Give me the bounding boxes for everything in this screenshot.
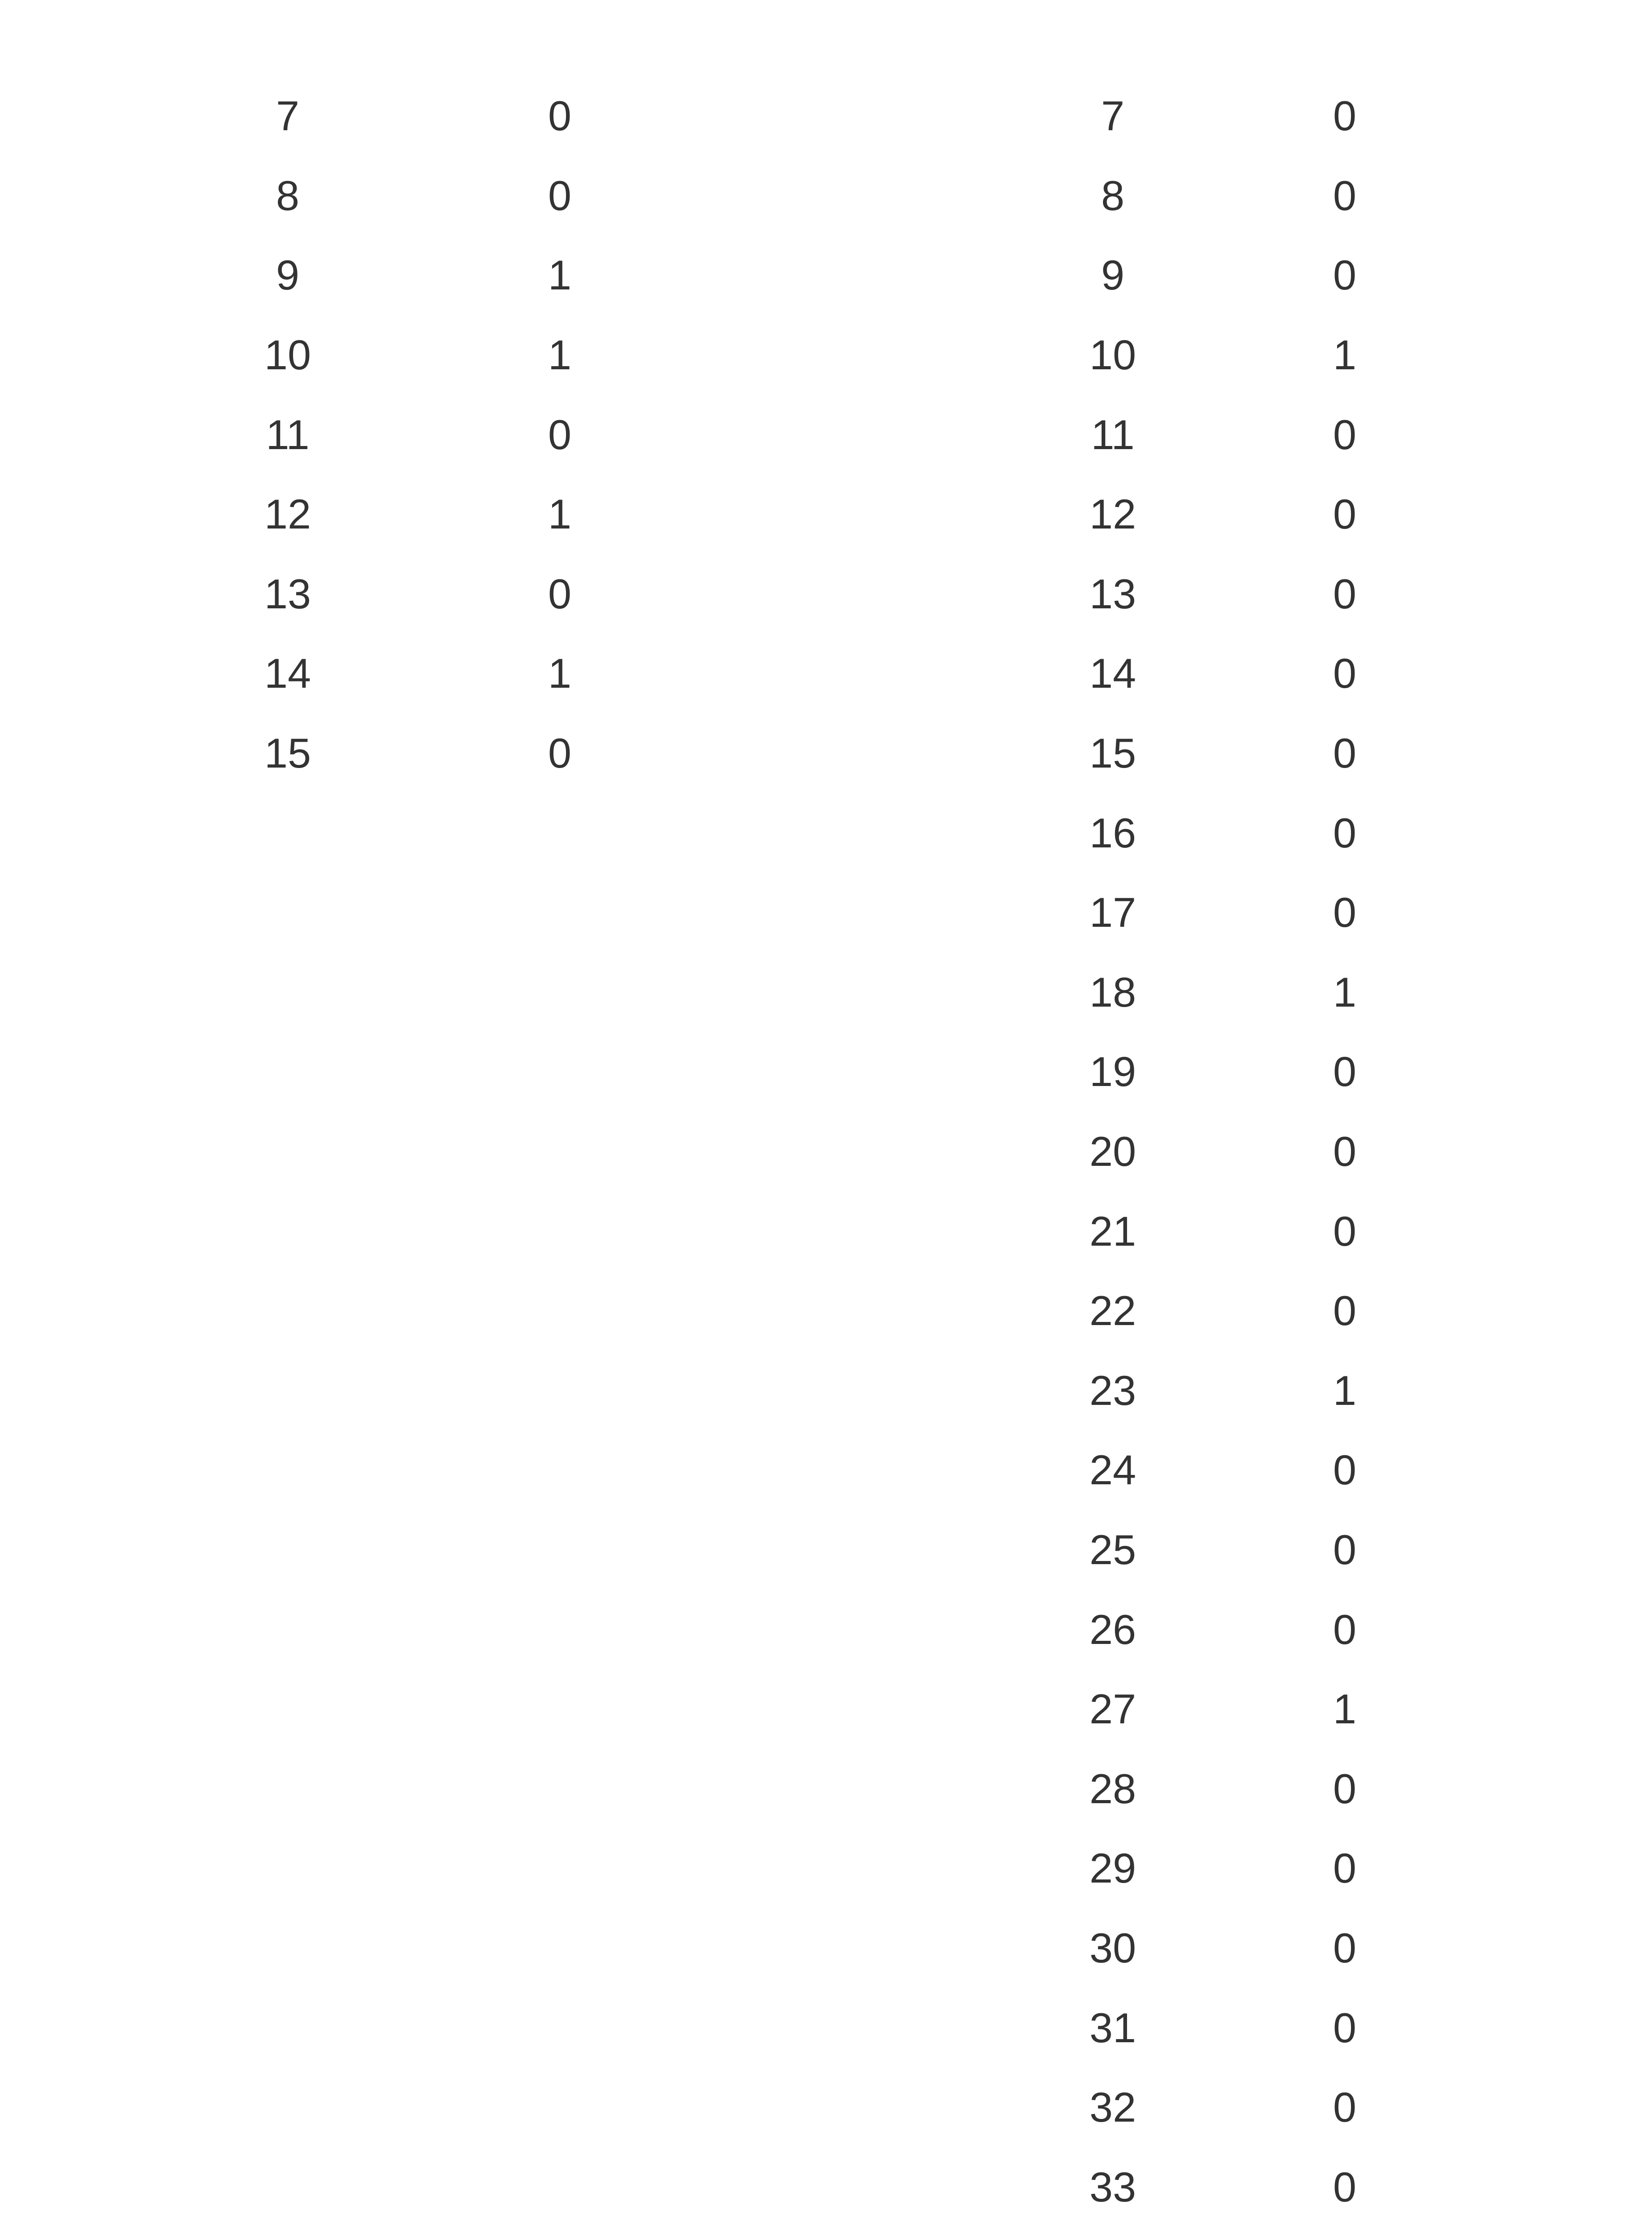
index-cell: 31	[1089, 2004, 1136, 2051]
value-cell: 0	[1333, 172, 1357, 219]
index-cell: 15	[1089, 730, 1136, 777]
table-row	[1030, 1908, 1418, 1988]
value-cell: 0	[1333, 1606, 1357, 1653]
index-cell: 22	[1089, 1287, 1136, 1334]
table-row	[1030, 2227, 1418, 2230]
value-cell: 0	[1333, 2004, 1357, 2051]
table-row	[1030, 793, 1418, 873]
value-cell: 0	[1333, 1048, 1357, 1095]
value-cell: 0	[548, 730, 572, 777]
index-cell: 23	[1089, 1367, 1136, 1414]
index-cell: 12	[264, 491, 311, 538]
index-cell: 11	[266, 411, 310, 458]
value-cell: 1	[1333, 331, 1357, 379]
table-row	[1030, 953, 1418, 1032]
value-cell: 0	[1333, 1446, 1357, 1494]
table-row	[205, 76, 633, 156]
index-cell: 24	[1089, 1446, 1136, 1494]
table-row	[1030, 1271, 1418, 1351]
index-cell: 29	[1089, 1845, 1136, 1892]
table-row	[1030, 1988, 1418, 2068]
index-cell: 32	[1089, 2084, 1136, 2131]
value-cell: 0	[1333, 889, 1357, 936]
table-row	[205, 156, 633, 236]
index-cell: 21	[1089, 1207, 1136, 1255]
value-cell: 0	[1333, 809, 1357, 856]
table-row	[1030, 156, 1418, 236]
value-cell: 0	[548, 570, 572, 617]
value-cell: 0	[548, 411, 572, 458]
table-row	[1030, 1112, 1418, 1192]
table-row	[1030, 634, 1418, 714]
value-cell: 0	[1333, 411, 1357, 458]
index-cell: 20	[1089, 1128, 1136, 1175]
index-cell: 14	[264, 650, 311, 697]
table-row	[1030, 2147, 1418, 2227]
table-row	[1030, 1032, 1418, 1112]
value-cell: 0	[1333, 730, 1357, 777]
table-row	[1030, 1669, 1418, 1749]
table-row	[1030, 1191, 1418, 1271]
index-cell: 25	[1089, 1526, 1136, 1573]
table-row	[1030, 1829, 1418, 1908]
table-row	[1030, 2068, 1418, 2147]
value-cell: 0	[1333, 1845, 1357, 1892]
value-cell: 0	[1333, 491, 1357, 538]
value-cell: 0	[1333, 1765, 1357, 1812]
table-row	[205, 235, 633, 315]
value-cell: 0	[548, 172, 572, 219]
index-cell: 17	[1089, 889, 1136, 936]
value-cell: 0	[1333, 92, 1357, 140]
table-row	[1030, 475, 1418, 554]
index-cell: 7	[1101, 92, 1125, 140]
value-cell: 0	[1333, 570, 1357, 617]
value-cell: 1	[1333, 1367, 1357, 1414]
table-row	[205, 554, 633, 634]
table-row	[1030, 395, 1418, 475]
table-row	[1030, 235, 1418, 315]
left-table	[205, 76, 633, 793]
table-row	[205, 475, 633, 554]
index-cell: 15	[264, 730, 311, 777]
index-cell: 14	[1089, 650, 1136, 697]
value-cell: 0	[548, 92, 572, 140]
table-row	[205, 714, 633, 793]
value-cell: 1	[1333, 1685, 1357, 1733]
value-cell: 1	[548, 331, 572, 379]
value-cell: 1	[1333, 968, 1357, 1016]
index-cell: 8	[276, 172, 300, 219]
index-cell: 33	[1089, 2163, 1136, 2210]
table-row	[205, 395, 633, 475]
index-cell: 12	[1089, 491, 1136, 538]
value-cell: 0	[1333, 1287, 1357, 1334]
value-cell: 0	[1333, 2163, 1357, 2210]
table-row	[1030, 1749, 1418, 1829]
index-cell: 19	[1089, 1048, 1136, 1095]
value-cell: 0	[1333, 252, 1357, 299]
table-row	[205, 315, 633, 395]
table-row	[1030, 873, 1418, 953]
index-cell: 27	[1089, 1685, 1136, 1733]
value-cell: 0	[1333, 1128, 1357, 1175]
value-cell: 1	[548, 252, 572, 299]
index-cell: 9	[1101, 252, 1125, 299]
index-cell: 9	[276, 252, 300, 299]
value-cell: 0	[1333, 1207, 1357, 1255]
table-row	[1030, 1430, 1418, 1510]
index-cell: 11	[1091, 411, 1135, 458]
table-row	[205, 634, 633, 714]
index-cell: 10	[264, 331, 311, 379]
index-cell: 18	[1089, 968, 1136, 1016]
value-cell: 0	[1333, 650, 1357, 697]
table-row	[1030, 1590, 1418, 1669]
index-cell: 7	[276, 92, 300, 140]
table-row	[1030, 554, 1418, 634]
table-row	[1030, 1351, 1418, 1431]
value-cell: 1	[548, 650, 572, 697]
index-cell: 28	[1089, 1765, 1136, 1812]
index-cell: 13	[264, 570, 311, 617]
index-cell: 8	[1101, 172, 1125, 219]
value-cell: 0	[1333, 1924, 1357, 1971]
index-cell: 13	[1089, 570, 1136, 617]
index-cell: 26	[1089, 1606, 1136, 1653]
index-cell: 16	[1089, 809, 1136, 856]
table-row	[1030, 315, 1418, 395]
value-cell: 0	[1333, 2084, 1357, 2131]
value-cell: 0	[1333, 1526, 1357, 1573]
right-table	[1030, 76, 1418, 2230]
table-row	[1030, 76, 1418, 156]
index-cell: 10	[1089, 331, 1136, 379]
table-row	[1030, 714, 1418, 793]
index-cell: 30	[1089, 1924, 1136, 1971]
table-row	[1030, 1510, 1418, 1590]
value-cell: 1	[548, 491, 572, 538]
